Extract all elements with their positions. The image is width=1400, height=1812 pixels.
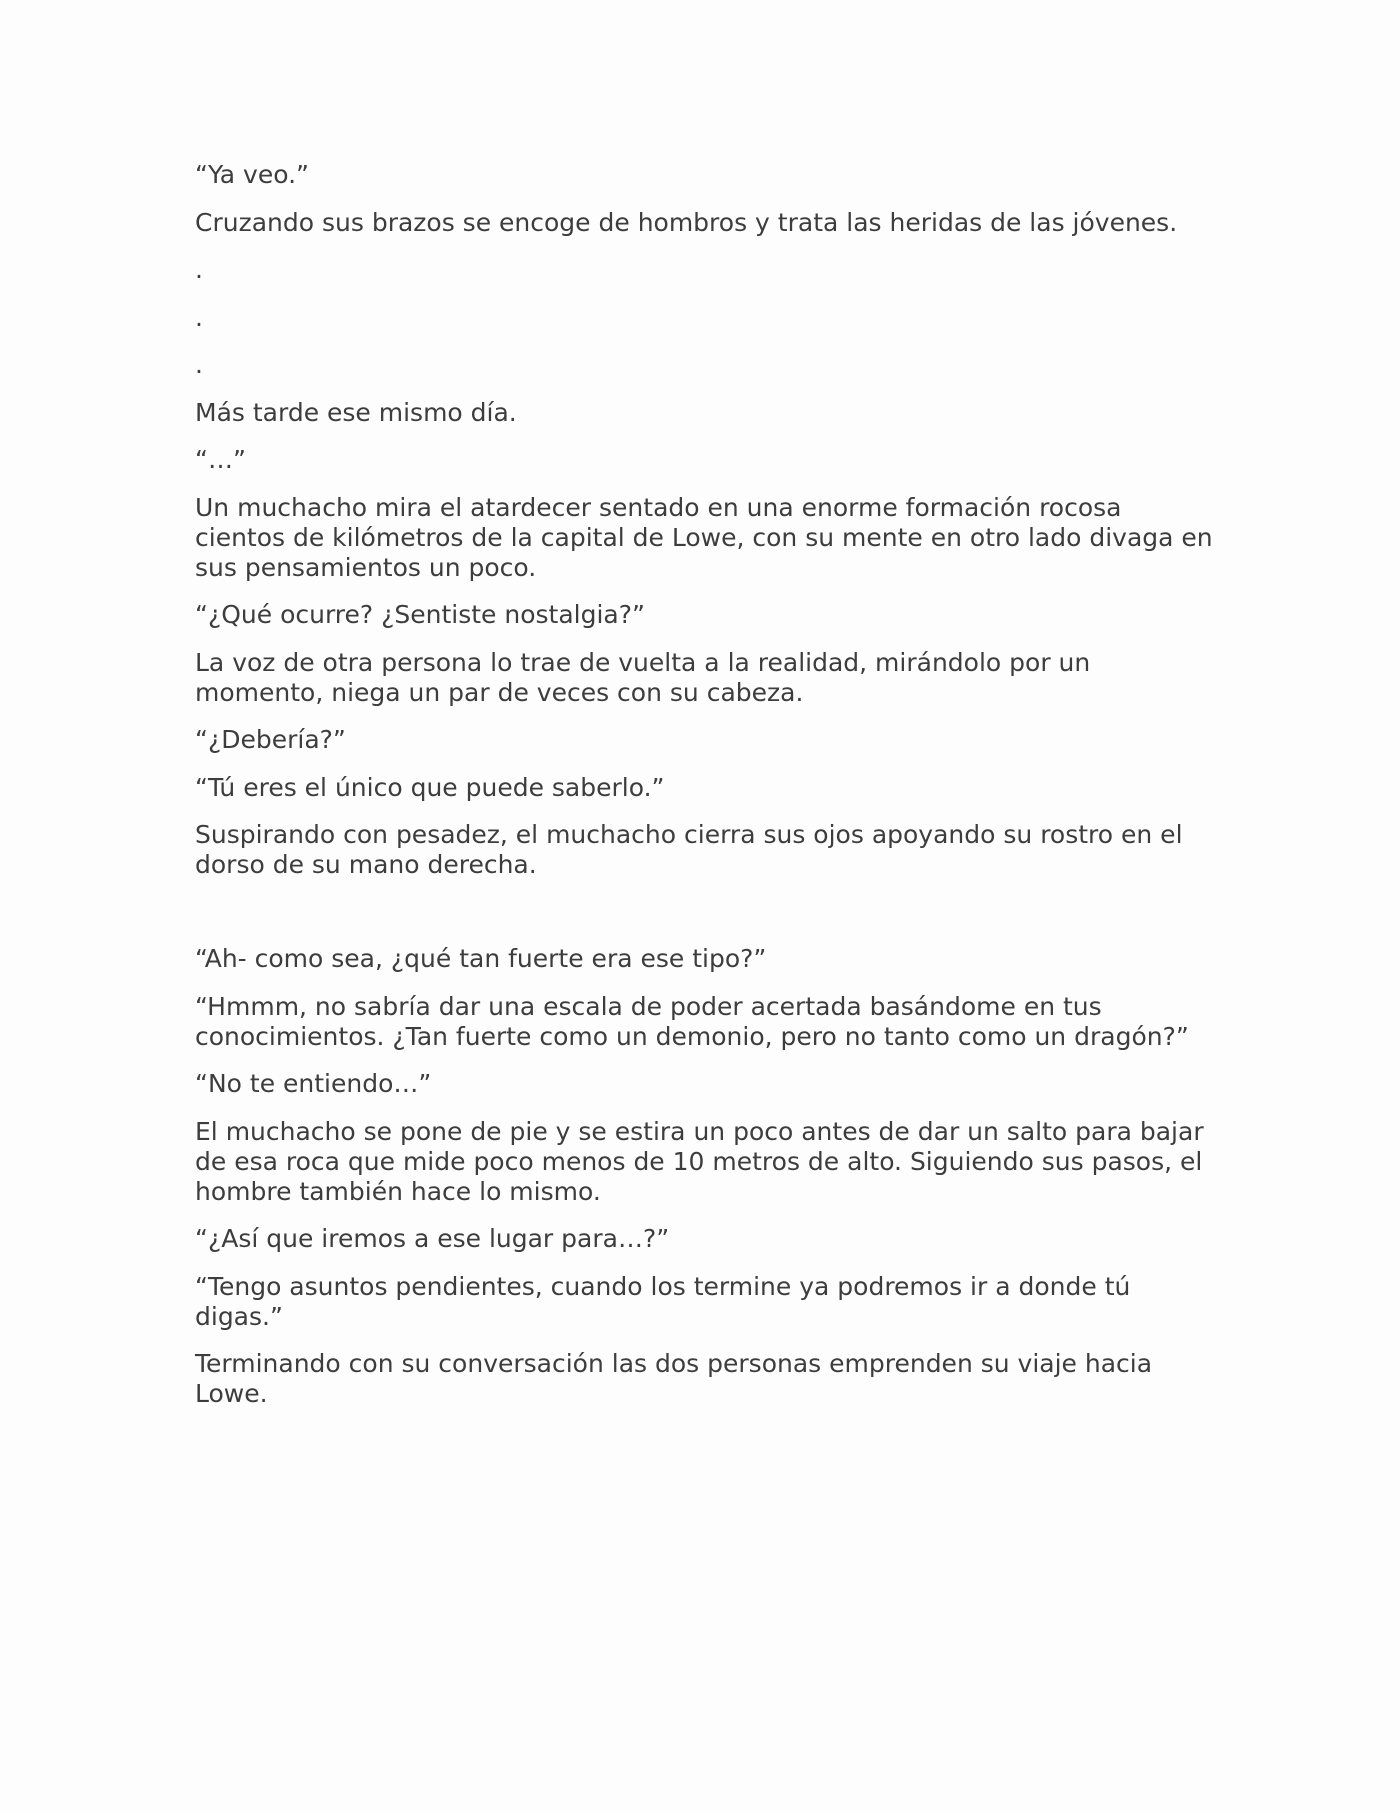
paragraph: “…” [195, 445, 246, 474]
paragraph: Suspirando con pesadez, el muchacho cierra sus ojos apoyando su rostro en el dorso de su mano derecha. [195, 820, 1183, 879]
paragraph: “¿Qué ocurre? ¿Sentiste nostalgia?” [195, 600, 645, 629]
paragraph: El muchacho se pone de pie y se estira un poco antes de dar un salto para bajar de esa roca que mide poco menos de 10 metros de alto. Siguiendo sus pasos, el hombre también hace lo mismo. [195, 1116, 1204, 1206]
scene-break-dot: . [195, 350, 203, 379]
paragraph: “¿Así que iremos a ese lugar para…?” [195, 1224, 670, 1253]
scene-break-dot: . [195, 302, 203, 332]
paragraph: “Hmmm, no sabría dar una escala de poder acertada basándome en tus conocimientos. ¿Tan fuerte como un demonio, pero no tanto como un dragón?” [195, 991, 1189, 1051]
paragraph: “Ya veo.” [195, 160, 309, 189]
paragraph: “Ah- como sea, ¿qué tan fuerte era ese tipo?” [195, 944, 767, 973]
paragraph: “No te entiendo…” [195, 1069, 432, 1098]
document-page [195, 160, 1215, 1427]
paragraph: Cruzando sus brazos se encoge de hombros y trata las heridas de las jóvenes. [195, 207, 1178, 237]
scene-break-dot: . [195, 255, 203, 284]
paragraph: La voz de otra persona lo trae de vuelta a la realidad, mirándolo por un momento, niega un par de veces con su cabeza. [195, 647, 1091, 707]
paragraph: Terminando con su conversación las dos personas emprenden su viaje hacia Lowe. [195, 1349, 1153, 1408]
paragraph: Más tarde ese mismo día. [195, 397, 517, 427]
paragraph: “Tú eres el único que puede saberlo.” [195, 772, 665, 802]
paragraph: Un muchacho mira el atardecer sentado en una enorme formación rocosa cientos de kilómetros de la capital de Lowe, con su mente en otro lado divaga en sus pensamientos un poco. [195, 492, 1213, 582]
paragraph: “Tengo asuntos pendientes, cuando los termine ya podremos ir a donde tú digas.” [195, 1271, 1131, 1331]
paragraph: “¿Debería?” [195, 725, 346, 754]
